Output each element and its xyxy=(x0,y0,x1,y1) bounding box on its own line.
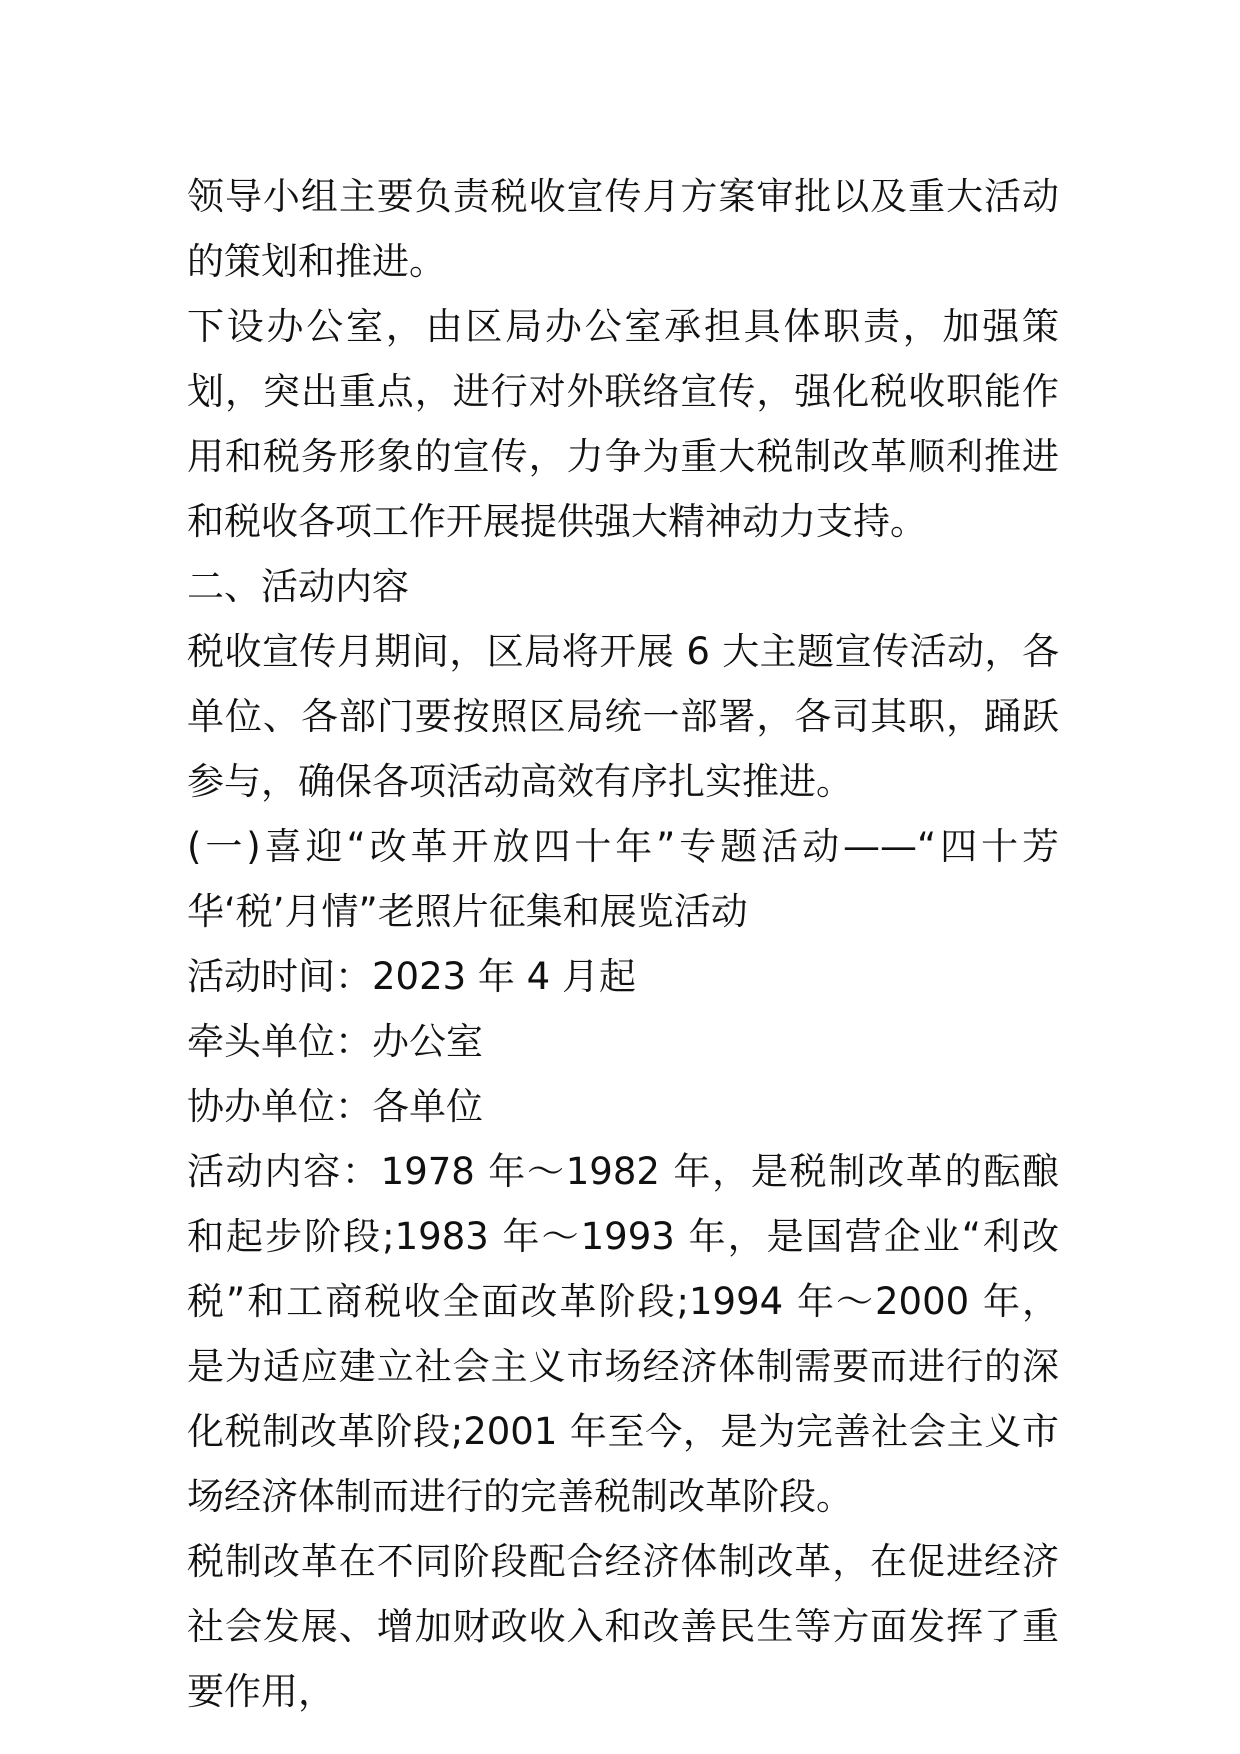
paragraph-tax-reform-role: 税制改革在不同阶段配合经济体制改革，在促进经济社会发展、增加财政收入和改善民生等方面发挥了重要作用， xyxy=(187,1540,1059,1713)
paragraph-office-setup: 下设办公室，由区局办公室承担具体职责，加强策划，突出重点，进行对外联络宣传，强化税收职能作用和税务形象的宣传，力争为重大税制改革顺利推进和税收各项工作开展提供强大精神动力支持。 xyxy=(187,305,1059,543)
assisting-unit: 协办单位：各单位 xyxy=(187,1085,483,1128)
subsection-heading-activity-1: (一)喜迎“改革开放四十年”专题活动——“四十芳华‘税’月情”老照片征集和展览活动 xyxy=(187,825,1059,933)
activity-time: 活动时间：2023 年 4 月起 xyxy=(187,955,636,998)
paragraph-activity-description: 活动内容：1978 年～1982 年，是税制改革的酝酿和起步阶段;1983 年～1993 年，是国营企业“利改税”和工商税收全面改革阶段;1994 年～2000 年，是为适应建立社会主义市场经济体制需要而进行的深化税制改革阶段;2001 年至今，是为完善社会主义市场经济体制而进行的完善税制改革阶段。 xyxy=(187,1150,1059,1518)
paragraph-activity-overview: 税收宣传月期间，区局将开展 6 大主题宣传活动，各单位、各部门要按照区局统一部署，各司其职，踊跃参与，确保各项活动高效有序扎实推进。 xyxy=(187,630,1059,803)
lead-unit: 牵头单位：办公室 xyxy=(187,1020,483,1063)
document-body xyxy=(187,164,1059,1724)
section-heading-activity-content: 二、活动内容 xyxy=(187,565,409,608)
paragraph-leading-group-duties: 领导小组主要负责税收宣传月方案审批以及重大活动的策划和推进。 xyxy=(187,175,1059,283)
